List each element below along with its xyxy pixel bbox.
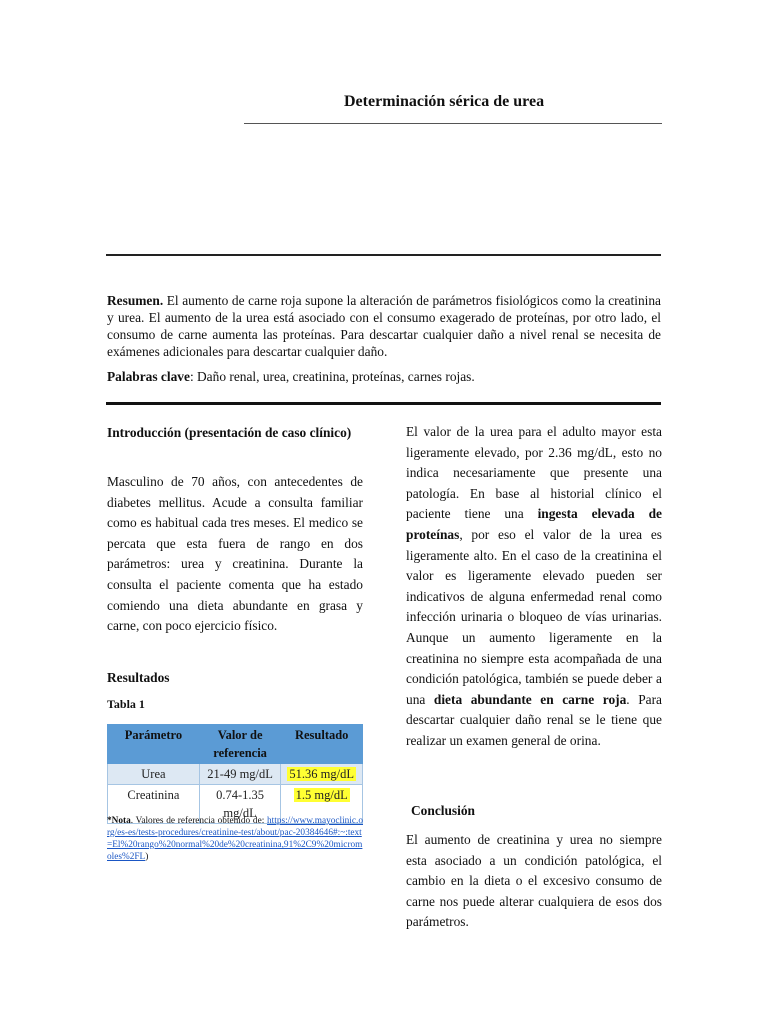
keywords [107, 368, 661, 385]
table-note [107, 815, 363, 863]
table-row [108, 764, 363, 785]
title-divider [244, 123, 662, 124]
keywords-text: : Daño renal, urea, creatinina, proteínas, carnes rojas. [189, 369, 475, 384]
note-end: ) [145, 852, 149, 862]
table-cell: Creatinina [108, 785, 200, 824]
results-heading: Resultados [107, 670, 170, 685]
results-table [107, 724, 363, 824]
table-cell [281, 764, 363, 785]
highlighted-result: 51.36 mg/dL [289, 767, 354, 781]
conclusion-paragraph: El aumento de creatinina y urea no siempre esta asociado a un condición patológica, el cambio en la dieta o el excesivo consumo de carne nos puede alterar cualquiera de esos dos parámetros. [406, 832, 662, 930]
intro-heading: Introducción (presentación de caso clínico) [107, 425, 352, 440]
table-header-row [108, 725, 363, 764]
note-text: . Valores de referencia obtenido de: [130, 816, 268, 826]
table-cell: 0.74-1.35 mg/dL [199, 785, 281, 824]
table-header-cell: Parámetro [108, 725, 200, 764]
conclusion-heading: Conclusión [411, 803, 475, 818]
abstract-text: El aumento de carne roja supone la alteración de parámetros fisiológicos como la creatinina y urea. El aumento de la urea está asociado con el consumo exagerado de proteínas, por otro lado, el consumo de carne aumenta las proteínas. Para descartar cualquier daño a nivel renal se necesita de exámenes adicionales para descartar cualquier daño. [107, 293, 661, 359]
note-link[interactable]: https://www.mayoclinic.org/es-es/tests-procedures/creatinine-test/about/pac-20384646#:~:text=El%20rango%20normal%20de%20creatinina,91%2C9%20micromoles%2FL [107, 816, 363, 862]
table-header-cell: Valor de referencia [199, 725, 281, 764]
table-cell: Urea [108, 764, 200, 785]
note-label: *Nota [107, 816, 131, 826]
abstract-divider [106, 402, 661, 405]
table-header-cell: Resultado [281, 725, 363, 764]
discussion-paragraph [406, 422, 662, 752]
discussion-text: El valor de la urea para el adulto mayor esta ligeramente elevado, por 2.36 mg/dL, esto no indica necesariamente que presente una patología. En base al historial clínico el paciente tiene una [406, 424, 662, 522]
table-cell: 21-49 mg/dL [199, 764, 281, 785]
highlighted-result: 1.5 mg/dL [295, 788, 348, 802]
document-title: Determinación sérica de urea [344, 93, 545, 110]
discussion-text: , por eso el valor de la urea es ligeramente alto. En el caso de la creatinina el valor es ligeramente elevado pueden ser indicativos de alguna enfermedad renal como infección urinaria o bloqueo de vías urinarias. Aunque un aumento ligeramente en la creatinina no siempre esta acompañada de una condición patológica, también se puede deber a una [406, 526, 662, 707]
keywords-label: Palabras clave [107, 369, 190, 384]
table-caption: Tabla 1 [107, 697, 145, 711]
intro-paragraph: Masculino de 70 años, con antecedentes de diabetes mellitus. Acude a consulta familiar como es habitual cada tres meses. El medico se percata que esta fuera de rango en dos parámetros: urea y creatinina. Durante la consulta el paciente comenta que ha estado comiendo una dieta abundante en grasa y carne, con poco ejercicio físico. [107, 474, 363, 634]
discussion-text: . Para descartar cualquier daño renal se le tiene que realizar un examen general de orina. [406, 691, 662, 748]
abstract-label: Resumen. [107, 293, 164, 308]
discussion-emphasis: ingesta elevada de proteínas [406, 506, 662, 542]
abstract [107, 292, 661, 360]
discussion-emphasis: dieta abundante en carne roja [433, 691, 627, 707]
header-divider [106, 254, 661, 256]
